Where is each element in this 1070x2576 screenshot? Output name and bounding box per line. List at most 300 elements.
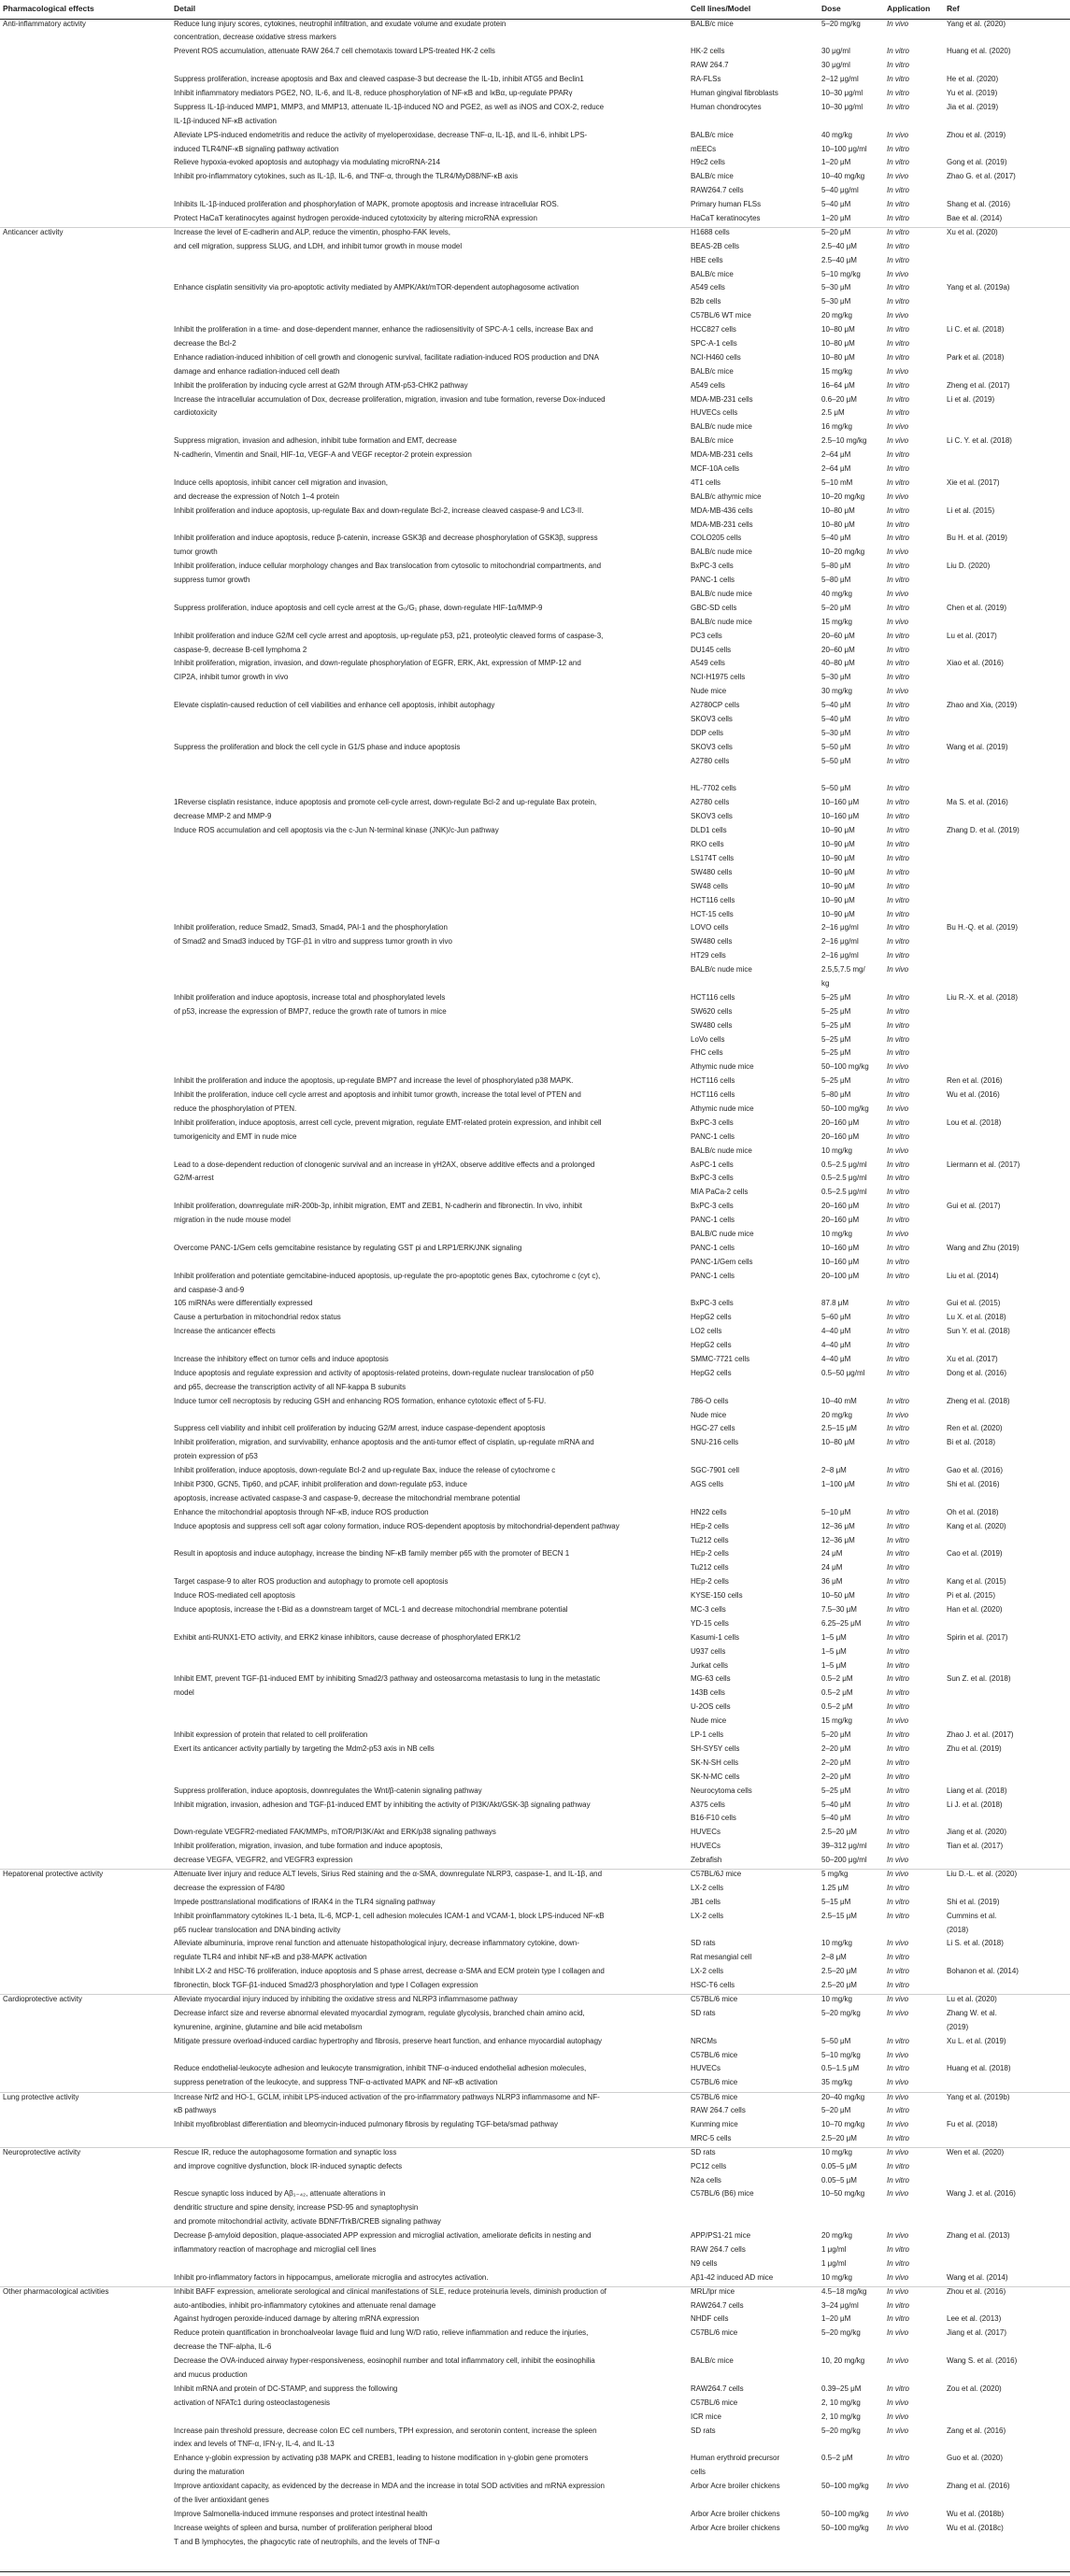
cell-dose: 0.6–20 μM <box>821 394 857 404</box>
cell-application: In vitro <box>887 450 910 460</box>
cell-model: SKOV3 cells <box>691 715 733 724</box>
cell-effect <box>0 353 171 367</box>
cell-application: In vitro <box>887 923 910 932</box>
cell-application <box>884 2440 944 2454</box>
table-row <box>0 632 1070 646</box>
cell-ref: Ren et al. (2020) <box>947 1424 1003 1433</box>
cell-ref: Ren et al. (2016) <box>947 1076 1003 1086</box>
cell-model <box>688 117 819 131</box>
cell-detail: Exert its anticancer activity partially by targeting the Mdm2-p53 axis in NB cells <box>174 1743 435 1753</box>
cell-detail: migration in the nude mouse model <box>174 1216 291 1225</box>
cell-dose: 10–100 μg/ml <box>821 144 867 153</box>
cell-model: SD rats <box>691 1939 716 1948</box>
cell-model: HaCaT keratinocytes <box>691 213 761 222</box>
cell-dose: 1–20 μM <box>821 213 851 222</box>
cell-model <box>688 1452 819 1466</box>
cell-detail <box>171 1661 688 1675</box>
table-row <box>0 1146 1070 1160</box>
table-row <box>0 131 1070 145</box>
cell-application: In vitro <box>887 1160 910 1169</box>
cell-effect <box>0 297 171 311</box>
table-row <box>0 186 1070 200</box>
cell-dose: 10–80 μM <box>821 519 855 529</box>
cell-dose: 2.5–40 μM <box>821 255 857 264</box>
cell-model: SGC-7901 cell <box>691 1466 740 1475</box>
cell-detail <box>171 2412 688 2427</box>
table-row <box>0 1674 1070 1688</box>
cell-effect <box>0 979 171 993</box>
cell-detail: and mucus production <box>174 2370 248 2380</box>
cell-effect <box>0 506 171 520</box>
cell-model: PANC-1 cells <box>691 1243 735 1252</box>
table-row <box>0 1090 1070 1104</box>
cell-application: In vivo <box>887 436 909 446</box>
cell-effect <box>0 2051 171 2065</box>
cell-application: In vitro <box>887 1466 910 1475</box>
cell-detail <box>171 1563 688 1577</box>
cell-effect <box>0 868 171 882</box>
cell-dose: 2–64 μM <box>821 450 851 460</box>
cell-ref: Dong et al. (2016) <box>947 1368 1007 1377</box>
cell-dose: 10–90 μM <box>821 909 855 918</box>
table-row <box>0 2287 1070 2301</box>
cell-dose: 5–20 mg/kg <box>821 2008 861 2017</box>
cell-detail: Inhibit proliferation, migration, and survivability, enhance apoptosis and the anti-tumor effect of cisplatin, up-regulate mRNA and <box>174 1438 594 1447</box>
cell-model: Nude mice <box>691 687 727 696</box>
cell-application <box>884 117 944 131</box>
cell-effect <box>0 158 171 172</box>
cell-application: In vivo <box>887 491 909 501</box>
cell-application <box>884 1286 944 1300</box>
cell-ref: Liu D. (2020) <box>947 562 991 571</box>
cell-effect <box>0 2078 171 2092</box>
cell-application: In vitro <box>887 1772 910 1781</box>
cell-model: KYSE-150 cells <box>691 1591 743 1601</box>
cell-model: SW480 cells <box>691 1020 733 1030</box>
cell-ref <box>944 882 1070 896</box>
cell-dose <box>819 2496 884 2510</box>
cell-ref <box>944 937 1070 951</box>
cell-application <box>884 1926 944 1940</box>
cell-application: In vivo <box>887 687 909 696</box>
cell-effect <box>0 2398 171 2412</box>
cell-application: In vivo <box>887 590 909 599</box>
cell-application: In vitro <box>887 1967 910 1976</box>
table-row <box>0 1383 1070 1397</box>
cell-detail: kynurenine, arginine, glutamine and bile acid metabolism <box>174 2022 363 2031</box>
cell-dose: 10–90 μM <box>821 867 855 876</box>
cell-ref: Wang J. et al. (2016) <box>947 2189 1016 2199</box>
cell-detail: CIP2A, inhibit tumor growth in vivo <box>174 673 289 682</box>
table-row <box>0 61 1070 75</box>
cell-detail: and caspase-3 and-9 <box>174 1285 245 1294</box>
cell-detail <box>171 2176 688 2190</box>
cell-effect <box>0 1062 171 1076</box>
cell-application: In vitro <box>887 1341 910 1350</box>
cell-effect <box>0 2524 171 2538</box>
cell-ref <box>944 1494 1070 1508</box>
cell-detail: Induce apoptosis, increase the t-Bid as a downstream target of MCL-1 and decrease mitochondrial membrane potential <box>174 1605 568 1615</box>
cell-effect <box>0 1549 171 1563</box>
cell-ref <box>944 646 1070 660</box>
table-row <box>0 562 1070 576</box>
cell-detail: Enhance radiation-induced inhibition of cell growth and clonogenic survival, facilitate radiation-induced ROS production and DNA <box>174 352 599 362</box>
cell-model: SNU-216 cells <box>691 1438 739 1447</box>
cell-ref: Zhao and Xia, (2019) <box>947 701 1018 710</box>
cell-ref: Zhang et al. (2016) <box>947 2482 1010 2491</box>
cell-effect: Lung protective activity <box>0 2092 171 2106</box>
cell-application <box>884 1452 944 1466</box>
table-row <box>0 965 1070 979</box>
cell-effect <box>0 1536 171 1550</box>
cell-detail: and p65, decrease the transcription activity of all NF-kappa B subunits <box>174 1382 407 1391</box>
cell-dose: 0.5–2 μM <box>821 1674 853 1684</box>
cell-effect <box>0 1884 171 1898</box>
cell-effect <box>0 993 171 1007</box>
cell-application: In vitro <box>887 562 910 571</box>
cell-ref: Huang et al. (2018) <box>947 2064 1011 2073</box>
cell-ref: Xiao et al. (2016) <box>947 659 1004 668</box>
cell-application: In vivo <box>884 2287 944 2301</box>
table-row <box>0 1452 1070 1466</box>
cell-model: Arbor Acre broiler chickens <box>691 2482 780 2491</box>
cell-ref <box>944 840 1070 854</box>
cell-application: In vitro <box>887 1563 910 1573</box>
cell-detail: Attenuate liver injury and reduce ALT levels, Sirius Red staining and the α-SMA, downregulate NLRP3, caspase-1, and IL-1β, and <box>171 1870 688 1884</box>
cell-application: In vitro <box>887 826 910 835</box>
table-row <box>0 1800 1070 1815</box>
cell-ref: Jia et al. (2019) <box>947 102 999 111</box>
table-row <box>0 145 1070 159</box>
cell-dose: 2, 10 mg/kg <box>821 2412 861 2421</box>
cell-model: H1688 cells <box>688 228 819 242</box>
cell-application: In vitro <box>887 464 910 473</box>
cell-detail: κB pathways <box>174 2106 217 2115</box>
cell-dose: 2.5–10 mg/kg <box>821 436 867 446</box>
cell-ref <box>944 1953 1070 1967</box>
cell-effect <box>0 534 171 548</box>
table-row <box>0 1327 1070 1341</box>
cell-detail: Suppress migration, invasion and adhesion, inhibit tube formation and EMT, decrease <box>174 436 457 446</box>
cell-dose: 1–100 μM <box>821 1480 855 1489</box>
cell-detail <box>171 1258 688 1272</box>
cell-effect <box>0 2162 171 2176</box>
cell-ref <box>944 965 1070 979</box>
cell-model: RA-FLSs <box>691 75 721 84</box>
table-row <box>0 1633 1070 1647</box>
cell-effect <box>0 172 171 186</box>
table-row <box>0 2356 1070 2370</box>
table-row <box>0 576 1070 590</box>
cell-detail: N-cadherin, Vimentin and Snail, HIF-1α, VEGF-A and VEGF receptor-2 protein expression <box>174 450 472 460</box>
cell-ref: Lee et al. (2013) <box>947 2314 1002 2324</box>
cell-detail: damage and enhance radiation-induced cell death <box>174 366 340 376</box>
cell-effect <box>0 395 171 409</box>
cell-ref: Zou et al. (2020) <box>947 2384 1002 2393</box>
cell-effect <box>0 2356 171 2370</box>
cell-ref: Lou et al. (2018) <box>947 1117 1002 1127</box>
cell-dose: 12–36 μM <box>821 1535 855 1544</box>
cell-ref <box>944 256 1070 270</box>
table-row <box>0 548 1070 562</box>
cell-ref <box>944 61 1070 75</box>
cell-ref: Zhang et al. (2013) <box>947 2231 1010 2241</box>
table-row <box>0 2273 1070 2287</box>
table-row <box>0 590 1070 604</box>
cell-effect <box>0 1786 171 1800</box>
cell-application <box>884 2217 944 2231</box>
cell-effect <box>0 2412 171 2427</box>
cell-application: In vivo <box>887 1716 909 1726</box>
cell-dose <box>819 2342 884 2356</box>
cell-effect <box>0 2273 171 2287</box>
table-row <box>0 1021 1070 1035</box>
cell-ref: Bohanon et al. (2014) <box>947 1967 1019 1976</box>
cell-dose: 2.5–20 μM <box>821 2133 857 2142</box>
cell-detail: Down-regulate VEGFR2-mediated FAK/MMPs, mTOR/PI3K/Akt and ERK/p38 signaling pathways <box>174 1828 496 1837</box>
cell-ref: Li C. et al. (2018) <box>947 325 1005 334</box>
cell-detail: Induce cells apoptosis, inhibit cancer cell migration and invasion, <box>174 477 389 487</box>
cell-detail: fibronectin, block TGF-β1-induced Smad2/3 phosphorylation and type I Collagen expression <box>174 1981 478 1990</box>
cell-detail: protein expression of p53 <box>174 1452 258 1461</box>
table-row <box>0 1258 1070 1272</box>
cell-effect <box>0 2106 171 2120</box>
cell-ref <box>944 1411 1070 1425</box>
cell-effect <box>0 673 171 687</box>
cell-ref: Zhou et al. (2016) <box>944 2287 1070 2301</box>
cell-application <box>884 1494 944 1508</box>
cell-model: MCF-10A cells <box>691 464 740 473</box>
cell-ref <box>944 2301 1070 2315</box>
table-row <box>0 20 1070 34</box>
cell-effect <box>0 1035 171 1049</box>
cell-effect <box>0 381 171 395</box>
cell-ref: He et al. (2020) <box>947 75 999 84</box>
cell-dose: 16 mg/kg <box>821 422 852 432</box>
cell-detail: Inhibit inflammatory mediators PGE2, NO, IL-6, and IL-8, reduce phosphorylation of NF-κB and IκBα, up-regulate PPARγ <box>174 88 573 97</box>
table-row <box>0 979 1070 993</box>
cell-detail: Inhibit proliferation and induce G2/M cell cycle arrest and apoptosis, up-regulate p53, p21, proteolytic cleaved forms of caspase-3, <box>174 631 604 640</box>
cell-dose <box>819 2203 884 2217</box>
cell-ref: Yang et al. (2019a) <box>947 283 1010 292</box>
cell-detail: Inhibit proliferation, induce apoptosis, down-regulate Bcl-2 and up-regulate Bax, induce the release of cytochrome c <box>174 1466 556 1475</box>
table-row <box>0 1953 1070 1967</box>
cell-detail: inflammatory reaction of macrophage and microglial cell lines <box>174 2245 377 2254</box>
cell-detail: Inhibit the proliferation and induce the apoptosis, up-regulate BMP7 and increase the level of phosphorylated p38 MAPK. <box>174 1076 574 1086</box>
cell-effect <box>0 422 171 436</box>
cell-dose: 2.5–20 μM <box>821 1981 857 1990</box>
header-effects: Pharmacological effects <box>0 0 171 20</box>
cell-detail <box>171 1619 688 1633</box>
cell-model: SK-N-MC cells <box>691 1772 740 1781</box>
cell-dose: 20–160 μM <box>821 1117 860 1127</box>
cell-effect <box>0 436 171 450</box>
cell-effect <box>0 2259 171 2273</box>
cell-model: SW48 cells <box>691 881 729 890</box>
cell-effect <box>0 1633 171 1647</box>
cell-ref: Zang et al. (2016) <box>947 2426 1006 2435</box>
table-row <box>0 2398 1070 2412</box>
cell-detail: Enhance the mitochondrial apoptosis through NF-κB, induce ROS production <box>174 1507 429 1516</box>
cell-effect <box>0 1953 171 1967</box>
cell-effect <box>0 1647 171 1661</box>
cell-detail: Inhibit mRNA and protein of DC-STAMP, and suppress the following <box>174 2384 398 2393</box>
cell-detail: Inhibit myofibroblast differentiation and bleomycin-induced pulmonary fibrosis by regulating TGF-beta/smad pathway <box>174 2119 559 2128</box>
cell-model: Tu212 cells <box>691 1535 729 1544</box>
cell-ref: Bu H. et al. (2019) <box>947 534 1007 543</box>
table-row <box>0 1619 1070 1633</box>
cell-detail: Inhibit proinflammatory cytokines IL-1 beta, IL-6, MCP-1, cell adhesion molecules ICAM-1 and VCAM-1, block LPS-induced NF-κB <box>174 1911 605 1920</box>
cell-model: BALB/c mice <box>691 172 734 181</box>
cell-model: Kasumi-1 cells <box>691 1632 740 1642</box>
table-row <box>0 2037 1070 2051</box>
cell-dose: 2–8 μM <box>821 1953 847 1962</box>
cell-application: In vitro <box>887 408 910 418</box>
table-row <box>0 1856 1070 1870</box>
table-row <box>0 1549 1070 1563</box>
cell-effect <box>0 1048 171 1062</box>
cell-dose: 2–8 μM <box>821 1466 847 1475</box>
table-row <box>0 1313 1070 1327</box>
cell-ref: Li et al. (2019) <box>947 394 995 404</box>
table-row <box>0 1118 1070 1132</box>
cell-detail <box>171 297 688 311</box>
cell-application: In vitro <box>887 1117 910 1127</box>
cell-dose: 87.8 μM <box>821 1299 849 1308</box>
cell-dose: 5–25 μM <box>821 1020 851 1030</box>
cell-dose: 2–64 μM <box>821 464 851 473</box>
cell-effect <box>0 1466 171 1480</box>
cell-dose <box>819 1286 884 1300</box>
cell-dose <box>819 2538 884 2552</box>
cell-dose: 5–25 μM <box>821 1034 851 1044</box>
cell-dose: 5–80 μM <box>821 562 851 571</box>
cell-application: In vitro <box>887 2245 910 2254</box>
cell-effect <box>0 1076 171 1090</box>
cell-application: In vivo <box>887 1939 909 1948</box>
cell-effect <box>0 478 171 492</box>
cell-application: In vitro <box>887 1730 910 1740</box>
header-detail: Detail <box>171 0 688 20</box>
cell-model: HUVECs <box>691 1842 721 1851</box>
cell-model: AsPC-1 cells <box>691 1160 734 1169</box>
table-row <box>0 2106 1070 2120</box>
table-row <box>0 422 1070 436</box>
cell-dose: 20 mg/kg <box>821 2231 852 2241</box>
cell-application: In vitro <box>887 798 910 807</box>
cell-dose <box>819 2468 884 2482</box>
cell-effect <box>0 200 171 214</box>
cell-detail: Relieve hypoxia-evoked apoptosis and autophagy via modulating microRNA-214 <box>174 158 441 167</box>
cell-dose <box>819 2023 884 2037</box>
cell-model: BxPC-3 cells <box>691 562 734 571</box>
table-row <box>0 1884 1070 1898</box>
cell-detail: Inhibit EMT, prevent TGF-β1-induced EMT by inhibiting Smad2/3 pathway and osteosarcoma metastasis to lung in the metastatic <box>174 1674 601 1684</box>
cell-application <box>884 2370 944 2384</box>
cell-application: In vitro <box>887 1702 910 1712</box>
cell-model <box>688 2538 819 2552</box>
cell-model: BALB/c athymic mice <box>691 491 762 501</box>
cell-application: In vitro <box>887 1814 910 1823</box>
table-row <box>0 1132 1070 1146</box>
cell-application: In vivo <box>887 2050 909 2059</box>
cell-dose: 5–20 μM <box>819 228 884 242</box>
cell-ref: Spirin et al. (2017) <box>947 1632 1008 1642</box>
cell-application: In vitro <box>887 1257 910 1266</box>
cell-dose: 2–20 μM <box>821 1758 851 1767</box>
cell-dose <box>819 2217 884 2231</box>
cell-effect <box>0 1772 171 1786</box>
cell-ref: Lu et al. (2017) <box>947 631 997 640</box>
cell-model: HEp-2 cells <box>691 1521 729 1530</box>
cell-dose: 2–16 μg/ml <box>821 951 859 961</box>
cell-dose: 0.5–50 μg/ml <box>821 1368 865 1377</box>
table-row <box>0 436 1070 450</box>
cell-effect <box>0 1397 171 1411</box>
cell-application: In vitro <box>887 701 910 710</box>
cell-application: In vitro <box>887 1842 910 1851</box>
cell-application: In vivo <box>887 2008 909 2017</box>
cell-effect <box>0 1688 171 1702</box>
cell-application <box>884 2203 944 2217</box>
cell-detail <box>171 965 688 979</box>
cell-model: C57BL/6 mice <box>691 2078 738 2087</box>
cell-effect <box>0 1828 171 1842</box>
cell-detail: Reduce protein quantification in bronchoalveolar lavage fluid and lung W/D ratio, relieve inflammation and reduce the injuries, <box>174 2328 589 2338</box>
cell-model: BALB/c nude mice <box>691 548 752 557</box>
table-row <box>0 1160 1070 1174</box>
cell-ref: Liu et al. (2014) <box>947 1271 999 1280</box>
cell-application: In vivo <box>887 2523 909 2532</box>
cell-ref <box>944 576 1070 590</box>
cell-dose: 10–160 μM <box>821 1257 860 1266</box>
cell-model: BALB/c mice <box>691 20 734 28</box>
cell-detail <box>171 896 688 910</box>
cell-ref: Sun Z. et al. (2018) <box>947 1674 1011 1684</box>
cell-application: In vitro <box>887 1131 910 1141</box>
cell-ref <box>944 729 1070 743</box>
cell-detail <box>171 715 688 729</box>
cell-effect: Cardioprotective activity <box>0 1995 171 2009</box>
cell-ref <box>944 1563 1070 1577</box>
cell-model: BALB/C nude mice <box>691 1229 754 1238</box>
cell-application: In vivo <box>887 2482 909 2491</box>
table-row <box>0 687 1070 701</box>
cell-effect <box>0 923 171 937</box>
cell-dose: 10–80 μM <box>821 338 855 348</box>
cell-detail: Inhibit proliferation, migration, invasion, and tube formation and induce apoptosis, <box>174 1842 443 1851</box>
table-row <box>0 1939 1070 1953</box>
cell-effect <box>0 882 171 896</box>
cell-application: In vitro <box>887 1327 910 1336</box>
cell-detail <box>171 2259 688 2273</box>
cell-model: HCT116 cells <box>691 1090 735 1100</box>
cell-ref <box>944 1758 1070 1772</box>
cell-model: ICR mice <box>691 2412 721 2421</box>
cell-dose: 1–20 μM <box>821 2314 851 2324</box>
cell-dose: 5–50 μM <box>821 742 851 751</box>
table-row <box>0 283 1070 297</box>
cell-effect <box>0 283 171 297</box>
cell-detail: p65 nuclear translocation and DNA binding activity <box>174 1925 341 1934</box>
cell-dose: 5–50 μM <box>821 784 851 793</box>
cell-application: In vitro <box>887 1048 910 1058</box>
table-row <box>0 1536 1070 1550</box>
cell-dose: 16–64 μM <box>821 380 855 390</box>
table-row <box>0 618 1070 632</box>
cell-effect <box>0 2064 171 2078</box>
cell-ref <box>944 1007 1070 1021</box>
